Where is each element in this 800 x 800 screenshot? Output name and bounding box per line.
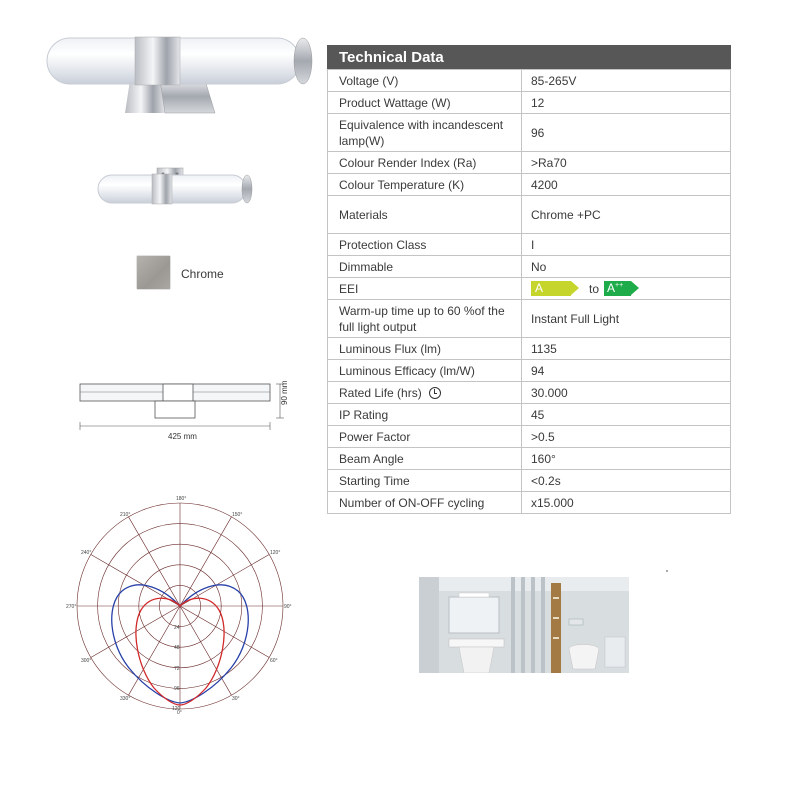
spec-value: 45 <box>522 404 731 426</box>
spec-value: I <box>522 234 731 256</box>
clock-icon <box>429 387 441 399</box>
spec-label <box>328 382 522 404</box>
spec-label-text: Protection Class <box>339 237 427 252</box>
spec-label-text: Product Wattage (W) <box>339 95 451 110</box>
spec-label-text: Starting Time <box>339 473 410 488</box>
spec-label <box>328 360 522 382</box>
table-row <box>328 278 731 300</box>
spec-label-text: Dimmable <box>339 259 394 274</box>
polar-angle-label: 330° <box>120 696 131 702</box>
spec-value: 160° <box>522 448 731 470</box>
spec-label-text: Colour Temperature (K) <box>339 177 465 192</box>
polar-radius-label: 120 <box>172 706 181 712</box>
table-row <box>328 470 731 492</box>
dimension-width-label: 425 mm <box>168 432 197 441</box>
polar-radius-label: 24 <box>174 625 180 631</box>
technical-data-table <box>327 45 731 514</box>
eei-to-label: to <box>589 281 600 296</box>
spec-value: 30.000 <box>522 382 731 404</box>
polar-angle-label: 300° <box>81 658 92 664</box>
spec-label <box>328 114 522 152</box>
table-row <box>328 70 731 92</box>
spec-label <box>328 492 522 514</box>
spec-label-text: Luminous Flux (lm) <box>339 341 442 356</box>
eei-class-to-sup: ++ <box>615 282 624 289</box>
spec-label <box>328 196 522 234</box>
spec-label <box>328 152 522 174</box>
spec-label <box>328 174 522 196</box>
spec-value <box>522 278 731 300</box>
table-row <box>328 300 731 338</box>
spec-label-text: Beam Angle <box>339 451 404 466</box>
finish-label: Chrome <box>181 267 224 281</box>
eei-class-to-letter: A <box>607 281 616 295</box>
spec-label <box>328 426 522 448</box>
polar-angle-label: 60° <box>270 658 278 664</box>
chrome-swatch <box>137 256 170 289</box>
polar-angle-label: 180° <box>176 496 187 502</box>
spec-label-text: Rated Life (hrs) <box>339 385 422 400</box>
table-row <box>328 152 731 174</box>
spec-label <box>328 338 522 360</box>
spec-label-text: Power Factor <box>339 429 411 444</box>
spec-label-text: IP Rating <box>339 407 389 422</box>
spec-value: 4200 <box>522 174 731 196</box>
polar-angle-label: 120° <box>270 550 281 556</box>
table-row <box>328 492 731 514</box>
spec-label <box>328 448 522 470</box>
spec-value: 94 <box>522 360 731 382</box>
spec-label <box>328 470 522 492</box>
spec-label-text: Equivalence with incandescent lamp(W) <box>339 117 504 148</box>
table-row <box>328 448 731 470</box>
spec-label-text: Materials <box>339 207 388 222</box>
spec-value: 85-265V <box>522 70 731 92</box>
polar-radius-label: 48 <box>174 645 180 651</box>
table-row <box>328 114 731 152</box>
spec-value: Chrome +PC <box>522 196 731 234</box>
spec-label-text: Colour Render Index (Ra) <box>339 155 477 170</box>
polar-angle-label: 30° <box>232 696 240 702</box>
polar-angle-label: 90° <box>284 604 292 610</box>
table-row <box>328 196 731 234</box>
polar-radius-label: 96 <box>174 686 180 692</box>
spec-value: 96 <box>522 114 731 152</box>
spec-label <box>328 300 522 338</box>
table-row <box>328 234 731 256</box>
spec-label <box>328 278 522 300</box>
spec-value: <0.2s <box>522 470 731 492</box>
polar-light-distribution-diagram <box>64 493 300 719</box>
spec-value: 1135 <box>522 338 731 360</box>
spec-label-text: Voltage (V) <box>339 73 399 88</box>
polar-angle-label: 150° <box>232 512 243 518</box>
table-row <box>328 92 731 114</box>
table-row <box>328 382 731 404</box>
spec-label-text: Number of ON-OFF cycling <box>339 495 485 510</box>
spec-label <box>328 256 522 278</box>
spec-label <box>328 70 522 92</box>
polar-angle-label: 270° <box>66 604 77 610</box>
table-row <box>328 338 731 360</box>
spec-value: >0.5 <box>522 426 731 448</box>
polar-angle-label: 240° <box>81 550 92 556</box>
dot-marker <box>666 570 668 572</box>
polar-angle-label: 210° <box>120 512 131 518</box>
spec-label-text: Luminous Efficacy (lm/W) <box>339 363 475 378</box>
spec-value: Instant Full Light <box>522 300 731 338</box>
eei-class-from-badge: A <box>531 281 571 296</box>
spec-label-text: Warm-up time up to 60 %of the full light output <box>339 303 505 334</box>
dimension-height-label: 90 mm <box>280 380 289 405</box>
polar-radius-label: 72 <box>174 666 180 672</box>
spec-label <box>328 92 522 114</box>
spec-value: No <box>522 256 731 278</box>
spec-value: x15.000 <box>522 492 731 514</box>
eei-class-to-badge <box>604 281 631 296</box>
spec-value: 12 <box>522 92 731 114</box>
table-row <box>328 404 731 426</box>
table-row <box>328 426 731 448</box>
spec-value: >Ra70 <box>522 152 731 174</box>
table-row <box>328 256 731 278</box>
spec-label <box>328 234 522 256</box>
table-title: Technical Data <box>327 45 731 69</box>
spec-label-text: EEI <box>339 281 359 296</box>
polar-angle-label: 0° <box>177 710 182 716</box>
spec-label <box>328 404 522 426</box>
table-row <box>328 360 731 382</box>
product-image-small <box>95 165 255 215</box>
table-row <box>328 174 731 196</box>
bathroom-installation-photo <box>419 577 629 673</box>
product-image-large <box>45 35 315 125</box>
